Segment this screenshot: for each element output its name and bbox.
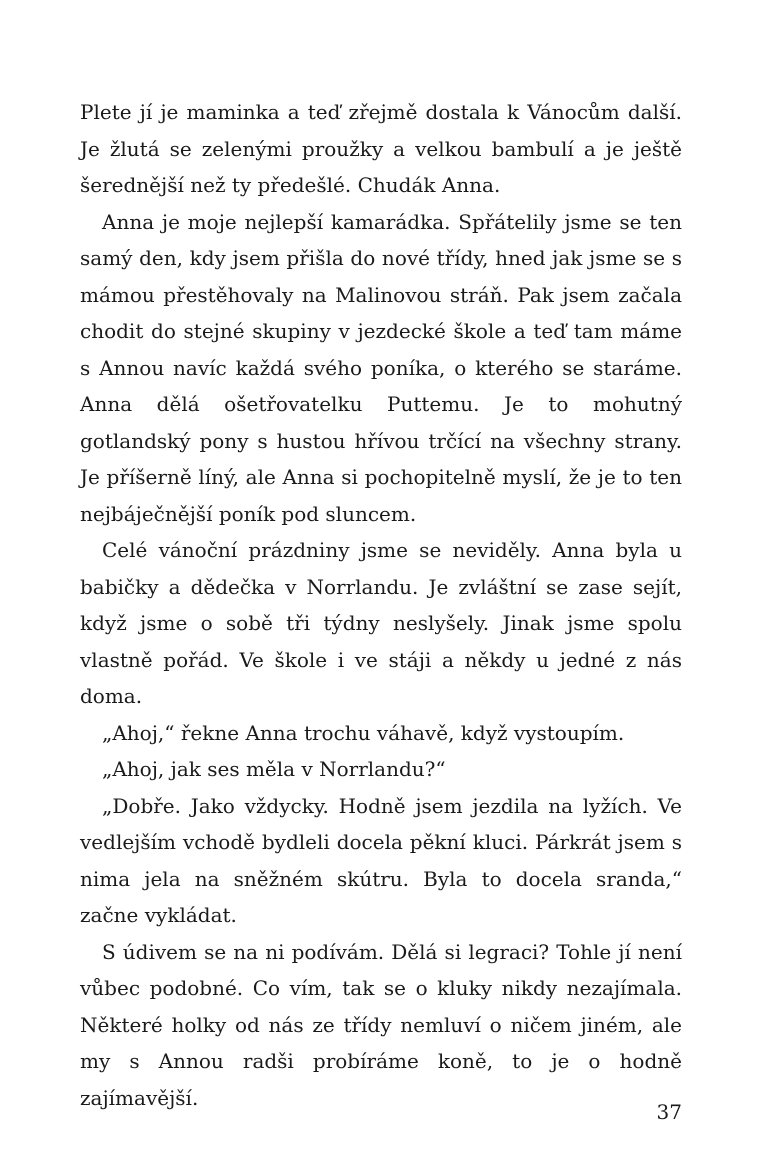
paragraph-1: Plete jí je maminka a teď zřejmě dostala k Vánocům další. Je žlutá se zelenými proužky a velkou bambulí a je ještě šerednější než ty předešlé. Chudák Anna. bbox=[80, 100, 682, 197]
paragraph-7: S údivem se na ni podívám. Dělá si legraci? Tohle jí není vůbec podobné. Co vím, tak se o kluky nikdy nezajímala. Některé holky od nás ze třídy nemluví o ničem jiném, ale my s Annou radši probíráme koně, to je o hodně zajímavější. bbox=[80, 939, 682, 1110]
paragraph-5: „Ahoj, jak ses měla v Norrlandu?“ bbox=[102, 757, 446, 781]
paragraph-2: Anna je moje nejlepší kamarádka. Spřátelily jsme se ten samý den, kdy jsem přišla do nové třídy, hned jak jsme se s mámou přestěhovaly na Malinovou stráň. Pak jsem začala chodit do stejné skupiny v jezdecké škole a teď tam máme s Annou navíc každá svého poníka, o kterého se staráme. Anna dělá ošetřovatelku Puttemu. Je to mohutný gotlandský pony s hustou hřívou trčící na všechny strany. Je příšerně líný, ale Anna si pochopitelně myslí, že je to ten nejbáječnější poník pod sluncem. bbox=[80, 209, 682, 526]
paragraph-4: „Ahoj,“ řekne Anna trochu váhavě, když vystoupím. bbox=[102, 720, 625, 745]
page-number: 37 bbox=[656, 1100, 682, 1124]
paragraph-6: „Dobře. Jako vždycky. Hodně jsem jezdila na lyžích. Ve vedlejším vchodě bydleli docela pěkní kluci. Párkrát jsem s nima jela na sněžném skútru. Byla to docela sranda,“ začne vykládat. bbox=[80, 793, 682, 927]
body-text bbox=[80, 94, 682, 1116]
paragraph-3: Celé vánoční prázdniny jsme se neviděly. Anna byla u babičky a dědečka v Norrlandu. Je zvláštní se zase sejít, když jsme o sobě tři týdny neslyšely. Jinak jsme spolu vlastně pořád. Ve škole i ve stáji a někdy u jedné z nás doma. bbox=[80, 538, 682, 708]
